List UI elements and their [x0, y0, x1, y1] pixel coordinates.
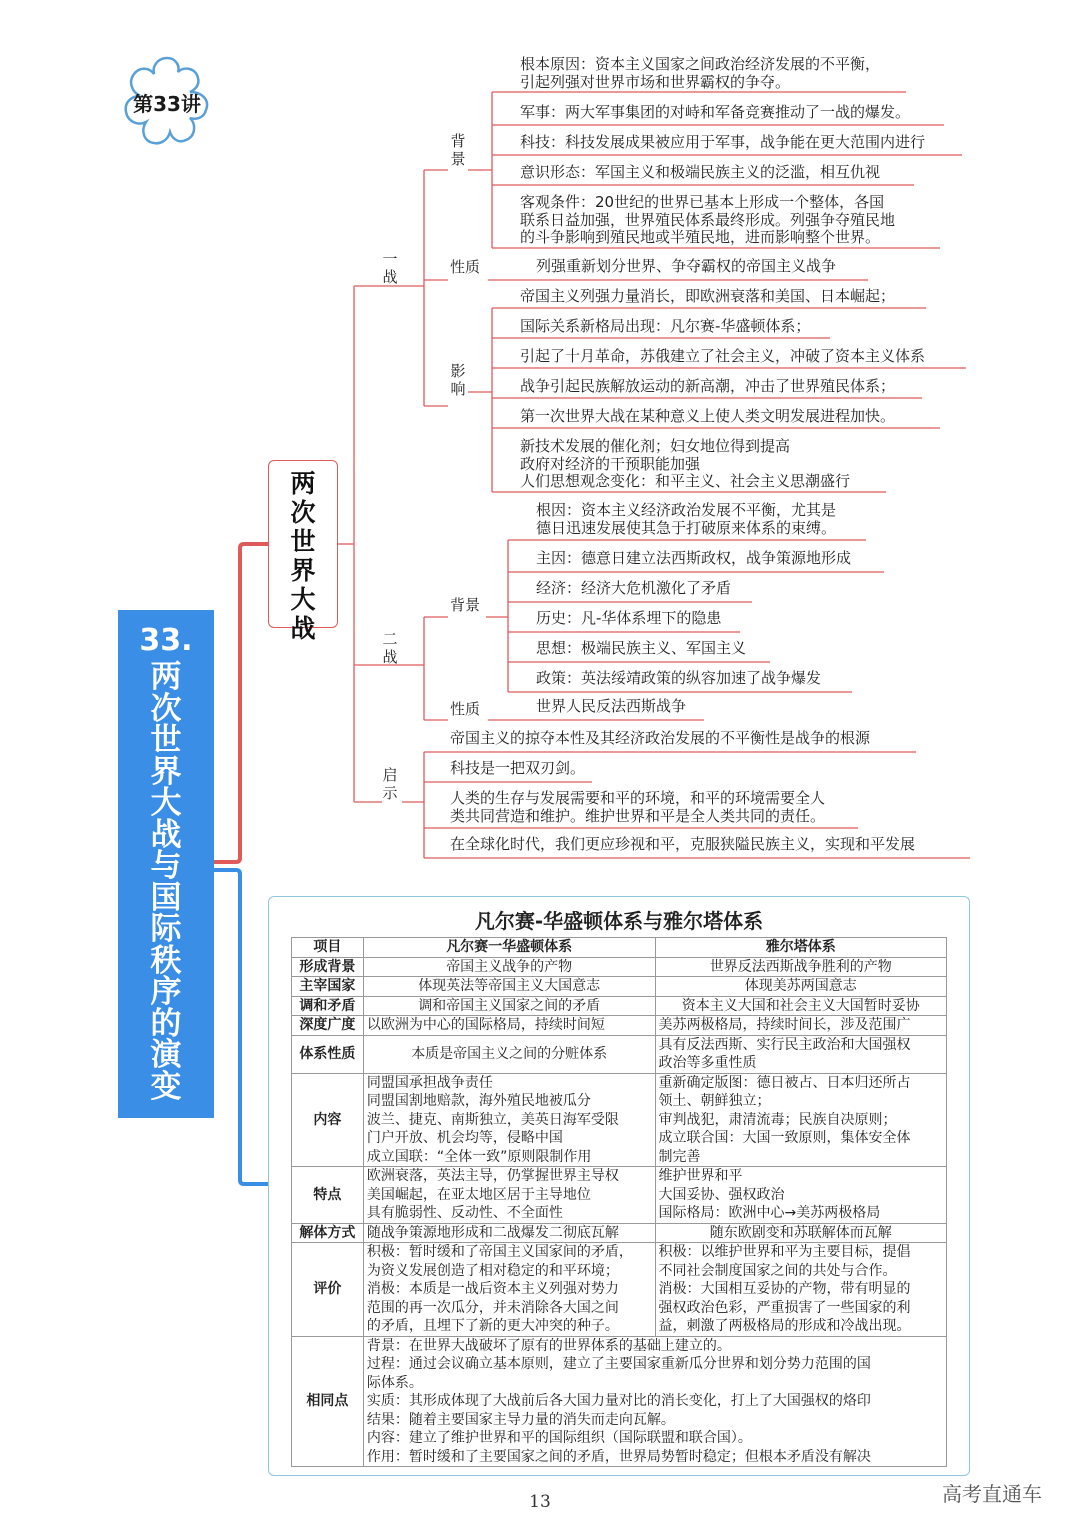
row-head: 主宰国家 [292, 977, 364, 997]
cell: 同盟国承担战争责任 同盟国割地赔款，海外殖民地被瓜分 波兰、捷克、南斯独立，美英日海军受限 门户开放、机会均等，侵略中国 成立国联：“全体一致”原则限制作用 [363, 1073, 655, 1167]
ww2-bg-item: 历史：凡-华体系埋下的隐患 [536, 609, 722, 627]
ww2-bg-item: 主因：德意日建立法西斯政权，战争策源地形成 [536, 549, 852, 567]
lesson-item: 帝国主义的掠夺本性及其经济政治发展的不平衡性是战争的根源 [450, 729, 871, 747]
main-title-number: 33. [139, 623, 193, 658]
table-row [292, 1167, 947, 1224]
lesson-item: 科技是一把双刃剑。 [450, 759, 586, 777]
ww1-impact-label: 影响 [450, 362, 466, 398]
cell: 调和帝国主义国家之间的矛盾 [363, 996, 655, 1016]
cell: 积极：暂时缓和了帝国主义国家间的矛盾， 为资义发展创造了相对稳定的和平环境； 消极：本质是一战后资本主义列强对势力 范围的再一次瓜分，并未消除各大国之间 的矛盾，且埋下了新的更大冲突的种子。 [363, 1243, 655, 1337]
lesson-item: 人类的生存与发展需要和平的环境，和平的环境需要全人 类共同营造和维护。维护世界和平是全人类共同的责任。 [450, 789, 826, 825]
ww1-impact-item: 新技术发展的催化剂；妇女地位得到提高 政府对经济的干预职能加强 人们思想观念变化：和平主义、社会主义思潮盛行 [520, 437, 851, 490]
ww2-label: 二战 [382, 630, 398, 666]
cell: 资本主义大国和社会主义大国暂时妥协 [655, 996, 946, 1016]
cell: 体现英法等帝国主义大国意志 [363, 977, 655, 997]
ww1-impact-item: 帝国主义列强力量消长，即欧洲衰落和美国、日本崛起； [520, 287, 896, 305]
cell: 帝国主义战争的产物 [363, 957, 655, 977]
cell: 背景：在世界大战破坏了原有的世界体系的基础上建立的。 过程：通过会议确立基本原则，建立了主要国家重新瓜分世界和划分势力范围的国 际体系。 实质：其形成体现了大战前后各大国力量对比的消长变化，打上了大国强权的烙印 结果：随着主要国家主导力量的消失而走向瓦解。 内容：建立了维护世界和平的国际组织（国际联盟和联合国）。 作用：暂时缓和了主要国家之间的矛盾，世界局势暂时稳定；但根本矛盾没有解决 [363, 1336, 946, 1467]
main-title [118, 610, 214, 1118]
table-row [292, 1223, 947, 1243]
cell: 美苏两极格局，持续时间长，涉及范围广 [655, 1016, 946, 1036]
ww1-impact-item: 战争引起民族解放运动的新高潮，冲击了世界殖民体系； [520, 377, 896, 395]
comparison-table [291, 937, 947, 1467]
row-head: 体系性质 [292, 1035, 364, 1073]
ww2-bg-item: 思想：极端民族主义、军国主义 [536, 639, 747, 657]
watermark: 高考直通车 [942, 1482, 1042, 1506]
ww1-bg-item: 军事：两大军事集团的对峙和军备竞赛推动了一战的爆发。 [520, 103, 911, 121]
wars-box-text: 两次世界大战 [290, 469, 316, 643]
cell: 本质是帝国主义之间的分赃体系 [363, 1035, 655, 1073]
wars-box [268, 460, 338, 643]
table-row [292, 1073, 947, 1167]
ww1-impact-item: 引起了十月革命，苏俄建立了社会主义，冲破了资本主义体系 [520, 347, 926, 365]
row-head: 调和矛盾 [292, 996, 364, 1016]
cell: 维护世界和平 大国妥协、强权政治 国际格局：欧洲中心→美苏两极格局 [655, 1167, 946, 1224]
ww2-bg-item: 根因：资本主义经济政治发展不平衡，尤其是 德日迅速发展使其急于打破原来体系的束缚。 [536, 501, 837, 537]
row-head: 相同点 [292, 1336, 364, 1467]
main-title-text: 两次世界大战与国际秩序的演变 [150, 659, 182, 1105]
ww1-impact-item: 国际关系新格局出现：凡尔赛-华盛顿体系； [520, 317, 811, 335]
row-head: 解体方式 [292, 1223, 364, 1243]
cell: 体现美苏两国意志 [655, 977, 946, 997]
ww1-background-label: 背景 [450, 132, 466, 168]
ww2-bg-item: 政策：英法绥靖政策的纵容加速了战争爆发 [536, 669, 822, 687]
ww1-bg-item: 意识形态：军国主义和极端民族主义的泛滥，相互仇视 [520, 163, 881, 181]
ww2-nature-label: 性质 [450, 700, 481, 718]
ww1-bg-item: 根本原因：资本主义国家之间政治经济发展的不平衡， 引起列强对世界市场和世界霸权的争夺。 [520, 55, 881, 91]
ww1-bg-item: 科技：科技发展成果被应用于军事，战争能在更大范围内进行 [520, 133, 926, 151]
header-item: 项目 [292, 938, 364, 958]
cell: 随东欧剧变和苏联解体而瓦解 [655, 1223, 946, 1243]
cell: 以欧洲为中心的国际格局，持续时间短 [363, 1016, 655, 1036]
cell: 随战争策源地形成和二战爆发二彻底瓦解 [363, 1223, 655, 1243]
cell: 积极：以维护世界和平为主要目标，提倡 不同社会制度国家之间的共处与合作。 消极：大国相互妥协的产物，带有明显的 强权政治色彩，严重损害了一些国家的利 益，刺激了两极格局的形成和冷战出现。 [655, 1243, 946, 1337]
ww1-bg-item: 客观条件：20世纪的世界已基本上形成一个整体，各国 联系日益加强，世界殖民体系最终形成。列强争夺殖民地 的斗争影响到殖民地或半殖民地，进而影响整个世界。 [520, 193, 896, 246]
comparison-title: 凡尔赛-华盛顿体系与雅尔塔体系 [474, 909, 764, 933]
ww1-nature-text: 列强重新划分世界、争夺霸权的帝国主义战争 [536, 257, 837, 275]
cell: 欧洲衰落，英法主导，仍掌握世界主导权 美国崛起，在亚太地区居于主导地位 具有脆弱性、反动性、不全面性 [363, 1167, 655, 1224]
table-row [292, 1243, 947, 1337]
lessons-label: 启示 [382, 766, 398, 802]
cell: 具有反法西斯、实行民主政治和大国强权 政治等多重性质 [655, 1035, 946, 1073]
table-row [292, 1336, 947, 1467]
ww2-nature-text: 世界人民反法西斯战争 [536, 697, 687, 715]
header-yalta: 雅尔塔体系 [655, 938, 946, 958]
ww1-label: 一战 [382, 250, 398, 286]
row-head: 内容 [292, 1073, 364, 1167]
row-head: 特点 [292, 1167, 364, 1224]
table-row [292, 957, 947, 977]
comparison-panel [268, 896, 970, 1476]
row-head: 评价 [292, 1243, 364, 1337]
ww1-nature-label: 性质 [450, 258, 481, 276]
table-row [292, 977, 947, 997]
ww1-impact-item: 第一次世界大战在某种意义上使人类文明发展进程加快。 [520, 407, 896, 425]
row-head: 形成背景 [292, 957, 364, 977]
table-row [292, 1016, 947, 1036]
lesson-badge-text: 第33讲 [133, 92, 201, 116]
lesson-item: 在全球化时代，我们更应珍视和平，克服狭隘民族主义，实现和平发展 [450, 835, 916, 853]
cell: 重新确定版图：德日被占、日本归还所占 领土、朝鲜独立； 审判战犯，肃清流毒；民族自决原则； 成立联合国：大国一致原则，集体安全体 制完善 [655, 1073, 946, 1167]
table-header-row [292, 938, 947, 958]
ww2-bg-item: 经济：经济大危机激化了矛盾 [536, 579, 732, 597]
header-versailles: 凡尔赛一华盛顿体系 [363, 938, 655, 958]
page-number: 13 [529, 1492, 551, 1512]
table-row [292, 996, 947, 1016]
ww2-background-label: 背景 [450, 596, 481, 614]
table-row [292, 1035, 947, 1073]
cell: 世界反法西斯战争胜利的产物 [655, 957, 946, 977]
row-head: 深度广度 [292, 1016, 364, 1036]
lesson-badge [118, 52, 216, 150]
